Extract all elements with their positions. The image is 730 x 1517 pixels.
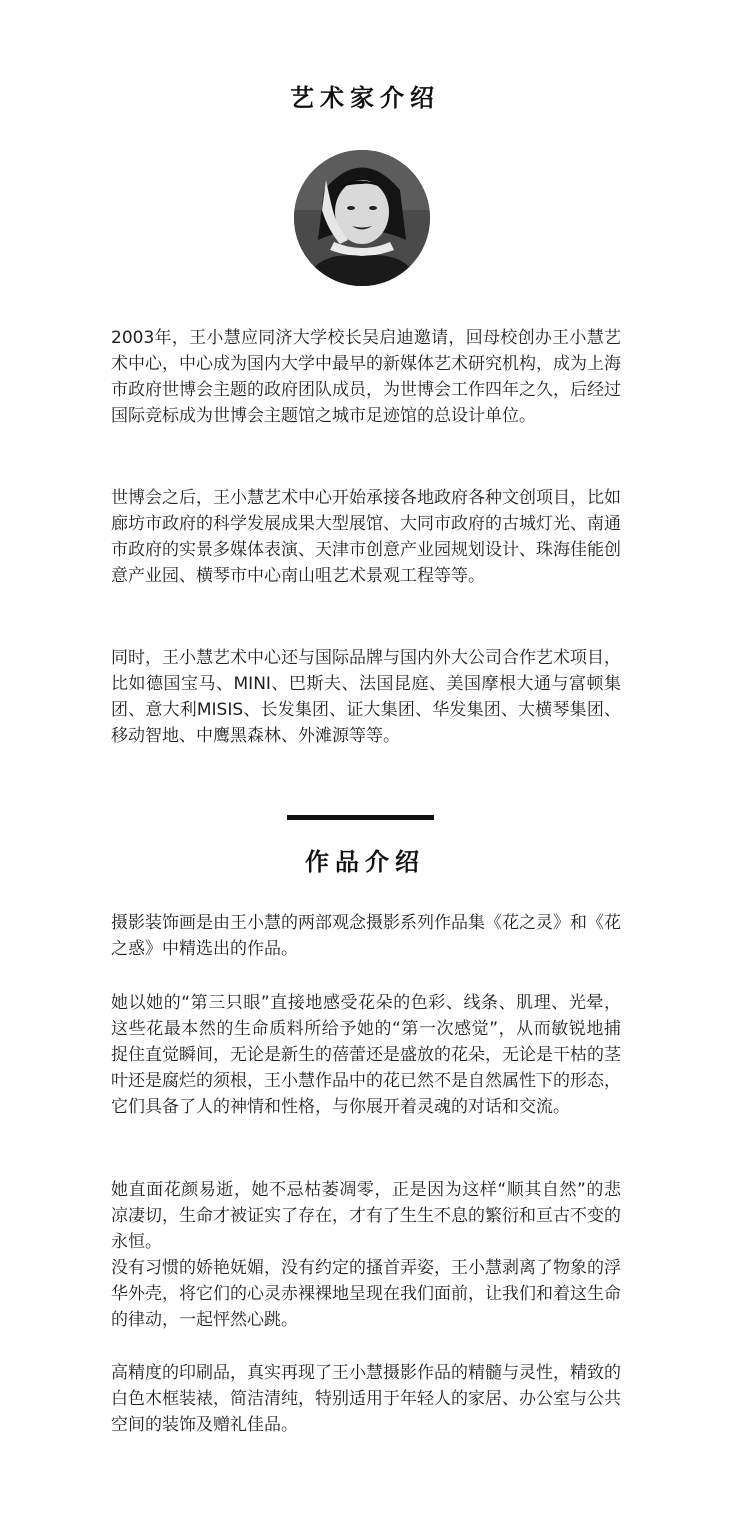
works-paragraph-2: 她以她的“第三只眼”直接地感受花朵的色彩、线条、肌理、光晕，这些花最本然的生命质料所给予她的“第一次感觉”，从而敏锐地捕捉住直觉瞬间，无论是新生的蓓蕾还是盛放的花朵，无论是干枯的茎叶还是腐烂的须根，王小慧作品中的花已然不是自然属性下的形态，它们具备了人的神情和性格，与你展开着灵魂的对话和交流。 xyxy=(111,993,621,1117)
works-paragraph-1: 摄影装饰画是由王小慧的两部观念摄影系列作品集《花之灵》和《花之惑》中精选出的作品。 xyxy=(111,913,621,959)
portrait-photo-icon xyxy=(294,150,430,286)
works-paragraph-3: 她直面花颜易逝，她不忌枯萎凋零，正是因为这样“顺其自然”的悲凉凄切，生命才被证实了存在，才有了生生不息的繁衍和亘古不变的永恒。 xyxy=(111,1180,621,1252)
works-section-title: 作品介绍 xyxy=(305,848,425,876)
artist-paragraph-2: 世博会之后，王小慧艺术中心开始承接各地政府各种文创项目，比如廊坊市政府的科学发展成果大型展馆、大同市政府的古城灯光、南通市政府的实景多媒体表演、天津市创意产业园规划设计、珠海佳能创意产业园、横琴市中心南山咀艺术景观工程等等。 xyxy=(111,488,621,586)
works-paragraph-4: 没有习惯的娇艳妩媚，没有约定的搔首弄姿，王小慧剥离了物象的浮华外壳，将它们的心灵赤裸裸地呈现在我们面前，让我们和着这生命的律动，一起怦然心跳。 xyxy=(111,1258,621,1330)
artist-portrait xyxy=(294,150,430,286)
works-paragraph-5: 高精度的印刷品，真实再现了王小慧摄影作品的精髓与灵性，精致的白色木框装裱，简洁清纯，特别适用于年轻人的家居、办公室与公共空间的装饰及赠礼佳品。 xyxy=(111,1363,621,1435)
artist-paragraph-1: 2003年，王小慧应同济大学校长吴启迪邀请，回母校创办王小慧艺术中心，中心成为国内大学中最早的新媒体艺术研究机构，成为上海市政府世博会主题的政府团队成员，为世博会工作四年之久，后经过国际竞标成为世博会主题馆之城市足迹馆的总设计单位。 xyxy=(111,328,621,426)
section-divider xyxy=(287,815,434,820)
artist-section-title: 艺术家介绍 xyxy=(290,84,440,112)
artist-paragraph-3: 同时，王小慧艺术中心还与国际品牌与国内外大公司合作艺术项目，比如德国宝马、MINI、巴斯夫、法国昆庭、美国摩根大通与富顿集团、意大利MISIS、长发集团、证大集团、华发集团、大横琴集团、移动智地、中鹰黑森林、外滩源等等。 xyxy=(111,648,621,746)
